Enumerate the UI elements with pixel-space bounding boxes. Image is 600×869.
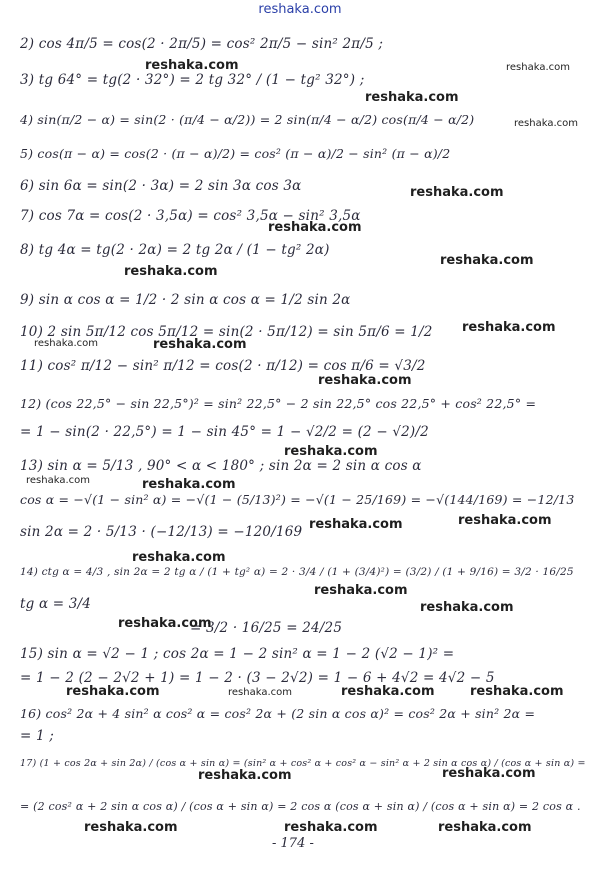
watermark: reshaka.com — [309, 517, 403, 532]
watermark: reshaka.com — [438, 820, 532, 835]
watermark: reshaka.com — [284, 444, 378, 459]
solution-line-15a: 15) sin α = √2 − 1 ; cos 2α = 1 − 2 sin² α = 1 − 2 (√2 − 1)² = — [20, 646, 455, 662]
solution-line-13b: cos α = −√(1 − sin² α) = −√(1 − (5/13)²) = −√(1 − 25/169) = −√(144/169) = −12/13 — [20, 492, 575, 507]
watermark: reshaka.com — [506, 62, 570, 73]
watermark: reshaka.com — [442, 766, 536, 781]
watermark: reshaka.com — [132, 550, 226, 565]
watermark: reshaka.com — [34, 338, 98, 349]
watermark: reshaka.com — [153, 337, 247, 352]
watermark: reshaka.com — [84, 820, 178, 835]
watermark: reshaka.com — [458, 513, 552, 528]
watermark: reshaka.com — [314, 583, 408, 598]
solution-line-17a: 17) (1 + cos 2α + sin 2α) / (cos α + sin α) = (sin² α + cos² α + cos² α − sin² α + 2 sin α cos α) / (cos α + sin α) = — [20, 758, 586, 769]
watermark: reshaka.com — [228, 687, 292, 698]
watermark: reshaka.com — [514, 118, 578, 129]
solution-line-16a: 16) cos² 2α + 4 sin² α cos² α = cos² 2α + (2 sin α cos α)² = cos² 2α + sin² 2α = — [20, 706, 536, 721]
solution-line-8: 8) tg 4α = tg(2 · 2α) = 2 tg 2α / (1 − tg² 2α) — [20, 242, 330, 258]
solution-line-13c: sin 2α = 2 · 5/13 · (−12/13) = −120/169 — [20, 524, 303, 540]
solution-line-3: 3) tg 64° = tg(2 · 32°) = 2 tg 32° / (1 − tg² 32°) ; — [20, 72, 365, 88]
watermark: reshaka.com — [145, 58, 239, 73]
solution-line-14c: = 3/2 · 16/25 = 24/25 — [190, 620, 343, 636]
watermark: reshaka.com — [420, 600, 514, 615]
solution-line-10: 10) 2 sin 5π/12 cos 5π/12 = sin(2 · 5π/12) = sin 5π/6 = 1/2 — [20, 324, 433, 340]
solution-line-7: 7) cos 7α = cos(2 · 3,5α) = cos² 3,5α − sin² 3,5α — [20, 208, 361, 224]
solution-line-12b: = 1 − sin(2 · 22,5°) = 1 − sin 45° = 1 − √2/2 = (2 − √2)/2 — [20, 424, 429, 440]
watermark: reshaka.com — [124, 264, 218, 279]
page-number: - 174 - — [272, 836, 314, 851]
watermark: reshaka.com — [470, 684, 564, 699]
solution-line-12a: 12) (cos 22,5° − sin 22,5°)² = sin² 22,5° − 2 sin 22,5° cos 22,5° + cos² 22,5° = — [20, 396, 537, 411]
solution-line-11: 11) cos² π/12 − sin² π/12 = cos(2 · π/12) = cos π/6 = √3/2 — [20, 358, 426, 374]
solution-line-15b: = 1 − 2 (2 − 2√2 + 1) = 1 − 2 · (3 − 2√2) = 1 − 6 + 4√2 = 4√2 − 5 — [20, 670, 495, 686]
solution-line-5: 5) cos(π − α) = cos(2 · (π − α)/2) = cos² (π − α)/2 − sin² (π − α)/2 — [20, 146, 451, 161]
watermark: reshaka.com — [118, 616, 212, 631]
solution-line-2: 2) cos 4π/5 = cos(2 · 2π/5) = cos² 2π/5 − sin² 2π/5 ; — [20, 36, 384, 52]
watermark: reshaka.com — [365, 90, 459, 105]
watermark: reshaka.com — [268, 220, 362, 235]
site-header[interactable]: reshaka.com — [258, 2, 342, 17]
watermark: reshaka.com — [318, 373, 412, 388]
solution-line-6: 6) sin 6α = sin(2 · 3α) = 2 sin 3α cos 3α — [20, 178, 302, 194]
solution-line-17b: = (2 cos² α + 2 sin α cos α) / (cos α + sin α) = 2 cos α (cos α + sin α) / (cos α + sin α) = 2 cos α . — [20, 800, 581, 813]
solution-line-16b: = 1 ; — [20, 728, 55, 744]
watermark: reshaka.com — [66, 684, 160, 699]
watermark: reshaka.com — [198, 768, 292, 783]
watermark: reshaka.com — [142, 477, 236, 492]
watermark: reshaka.com — [341, 684, 435, 699]
solution-line-14b: tg α = 3/4 — [20, 596, 92, 612]
watermark: reshaka.com — [284, 820, 378, 835]
solution-line-14a: 14) ctg α = 4/3 , sin 2α = 2 tg α / (1 + tg² α) = 2 · 3/4 / (1 + (3/4)²) = (3/2) / (1 + 9/16) = 3/2 · 16/25 — [20, 566, 574, 578]
watermark: reshaka.com — [440, 253, 534, 268]
solution-line-9: 9) sin α cos α = 1/2 · 2 sin α cos α = 1/2 sin 2α — [20, 292, 351, 308]
solution-line-4: 4) sin(π/2 − α) = sin(2 · (π/4 − α/2)) = 2 sin(π/4 − α/2) cos(π/4 − α/2) — [20, 112, 475, 127]
watermark: reshaka.com — [462, 320, 556, 335]
watermark: reshaka.com — [410, 185, 504, 200]
watermark: reshaka.com — [26, 475, 90, 486]
solution-line-13a: 13) sin α = 5/13 , 90° < α < 180° ; sin 2α = 2 sin α cos α — [20, 458, 422, 474]
